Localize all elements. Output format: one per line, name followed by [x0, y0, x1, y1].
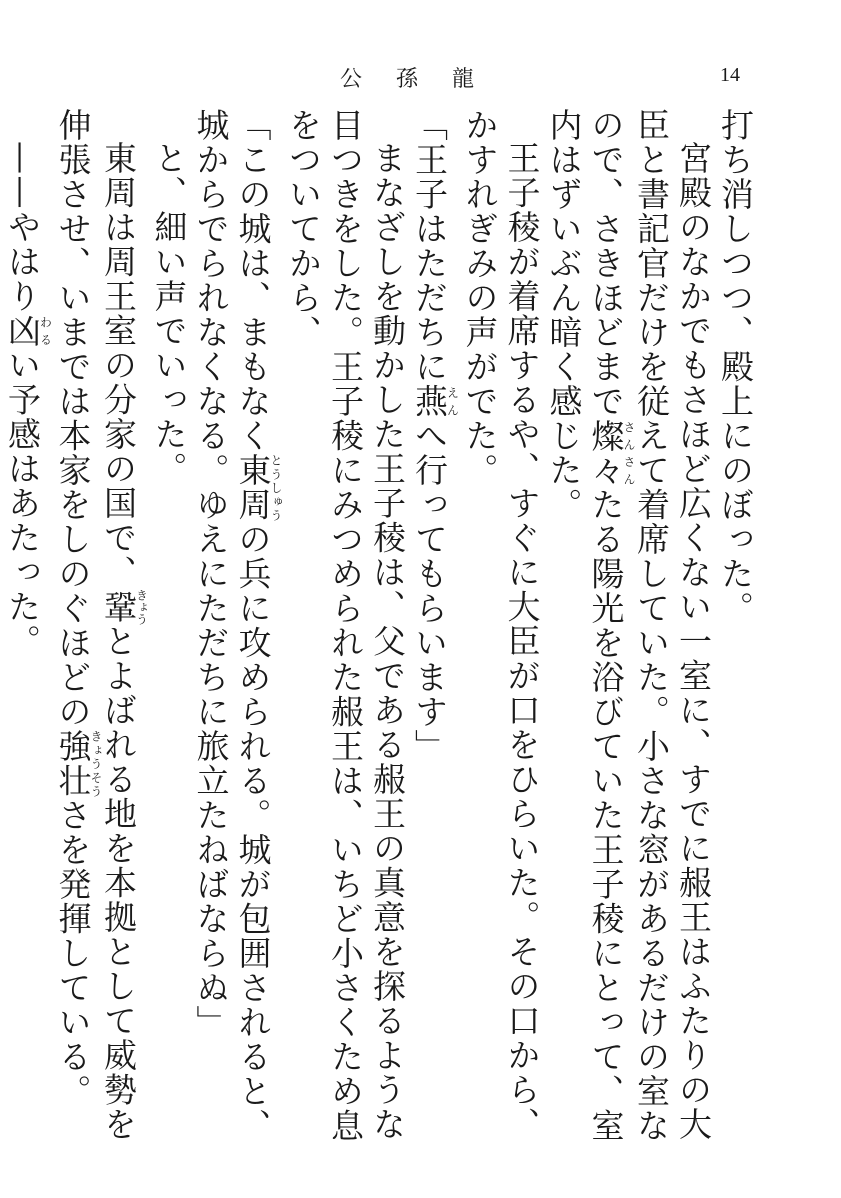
ruby-reading: わる	[38, 313, 53, 348]
text-run: 打ち消しつつ、殿上にのぼった。	[716, 108, 755, 626]
ruby-annotation	[586, 418, 636, 488]
ruby-reading: えん	[445, 384, 460, 419]
paragraph	[282, 108, 408, 1168]
paragraph	[148, 108, 190, 1168]
ruby-reading: とうしゅう	[269, 453, 283, 522]
text-run: まなざしを動かした王子稜は、父である赧王の真意を探るような目つきをした。王子稜にみつめられた赧王は、いちど小さくため息をついてから、	[284, 108, 407, 1143]
paragraph	[543, 108, 715, 1168]
ruby-base: 凶	[3, 313, 42, 348]
paragraph	[1, 108, 52, 1168]
ruby-base: 燦々	[586, 418, 626, 488]
text-run: とよばれる地を本拠として威勢を伸張させ、いまでは本家をしのぐほどの	[53, 108, 138, 1142]
paragraph	[190, 108, 283, 1168]
text-run: と、細い声でいった。	[149, 141, 189, 486]
paragraph	[52, 108, 148, 1168]
text-run: 東周は周王室の分家の国で、	[99, 141, 138, 590]
ruby-base: 東周	[233, 453, 273, 522]
text-run: の兵に攻められる。城が包囲されると、城からでられなくなる。ゆえにただちに旅立たねばならぬ」	[191, 108, 273, 1143]
ruby-annotation	[3, 313, 53, 349]
running-title: 公孫龍	[340, 67, 509, 92]
ruby-reading: さんさん	[622, 418, 636, 488]
paragraph	[714, 108, 756, 1168]
ruby-annotation	[410, 384, 460, 419]
ruby-annotation	[233, 453, 283, 522]
text-run: 宮殿のなかでもさほど広くない一室に、すでに赧王はふたりの大臣と書記官だけを従えて着席していた。小さな窓があるだけの室なので、さきほどまで	[586, 108, 713, 1143]
ruby-base: 燕	[410, 384, 449, 419]
text-run: 王子稜が着席するや、すぐに大臣が口をひらいた。その口から、かすれぎみの声がでた。	[460, 108, 542, 1142]
page-header	[0, 62, 841, 102]
text-run: さを発揮している。	[53, 798, 93, 1109]
paragraph	[459, 108, 543, 1168]
ruby-reading: きょうそう	[89, 729, 103, 798]
paragraph	[408, 108, 459, 1168]
text-run: ——やはり	[3, 141, 42, 314]
text-run: たる陽光を浴びていた王子稜にとって、室内はずいぶん暗く感じた。	[544, 108, 626, 1143]
text-run: 「この城は、まもなく	[233, 108, 273, 453]
ruby-base: 強壮	[53, 729, 93, 798]
ruby-annotation	[53, 729, 103, 798]
ruby-annotation	[99, 588, 149, 625]
ruby-base: 鞏	[99, 588, 138, 625]
page-number: 14	[720, 64, 740, 86]
ruby-reading: きょう	[134, 588, 149, 625]
vertical-text-body	[3, 108, 756, 1168]
text-run: へ行ってもらいます」	[410, 418, 449, 764]
text-run: い予感はあたった。	[3, 348, 42, 659]
text-run: 「王子はただちに	[410, 108, 449, 384]
